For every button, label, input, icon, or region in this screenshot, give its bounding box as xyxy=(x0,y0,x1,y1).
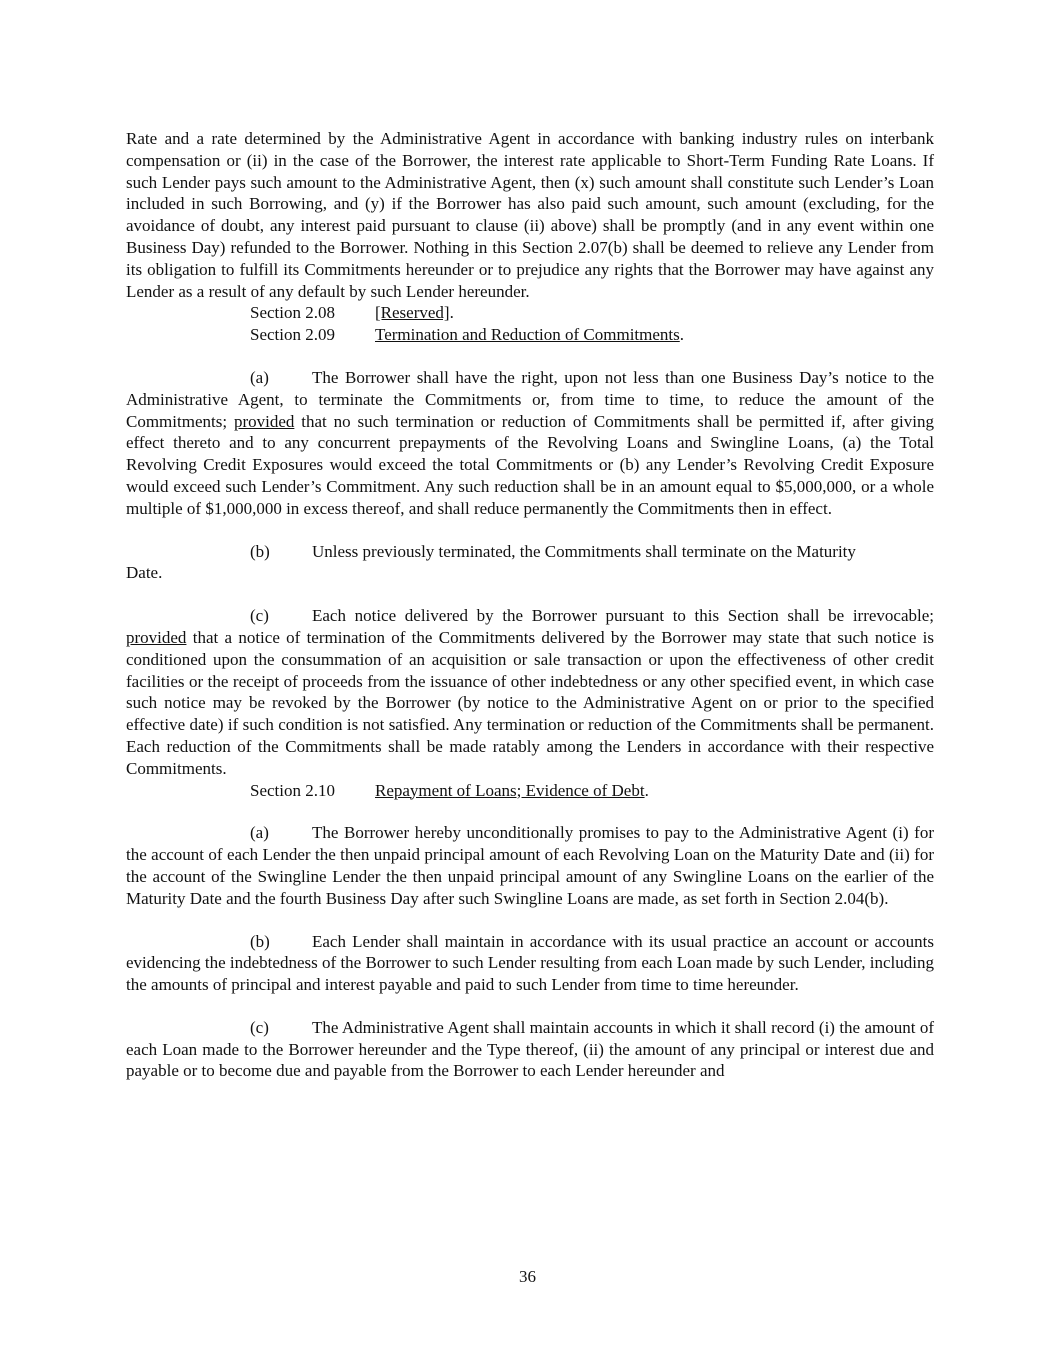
section-number: Section 2.10 xyxy=(250,780,335,800)
clause-2-10-b: (b) Each Lender shall maintain in accordance with its usual practice an account or accounts evidencing the indebtedness of the Borrower to such Lender resulting from each Loan made by such Lender, including the amounts of principal and interest payable and paid to such Lender from time to time hereunder. xyxy=(126,931,934,995)
provided-term: provided xyxy=(126,627,187,647)
clause-2-10-a: (a) The Borrower hereby unconditionally promises to pay to the Administrative Agent (i) for the account of each Lender the then unpaid principal amount of each Revolving Loan on the Maturity Date and (ii) for the account of the Swingline Lender the then unpaid principal amount of any Swingline Loans on the earlier of the Maturity Date and the fourth Business Day after such Swingline Loans are made, as set forth in Section 2.04(b). xyxy=(126,823,934,908)
clause-2-09-a: (a) The Borrower shall have the right, upon not less than one Business Day’s notice to the Administrative Agent, to terminate the Commitments or, from time to time, to reduce the amount of the Commitments; provided that no such termination or reduction of Commitments shall be permitted if, after giving effect thereto and to any concurrent prepayments of the Revolving Loans and Swingline Loans, (a) the Total Revolving Credit Exposures would exceed the total Commitments or (b) any Lender’s Revolving Credit Exposure would exceed such Lender’s Commitment. Any such reduction shall be in an amount equal to $5,000,000, or a whole multiple of $1,000,000 in excess thereof, and shall reduce permanently the Commitments then in effect. xyxy=(126,367,934,518)
section-2-08-heading: Section 2.08 [Reserved]. xyxy=(250,303,454,323)
clause-label: (a) xyxy=(250,367,269,387)
clause-label: (b) xyxy=(250,541,270,561)
document-body xyxy=(126,128,934,1082)
clause-2-09-c: (c) Each notice delivered by the Borrower pursuant to this Section shall be irrevocable; provided that a notice of termination of the Commitments delivered by the Borrower may state that such notice is conditioned upon the consummation of an acquisition or sale transaction or upon the effectiveness of other credit facilities or the receipt of proceeds from the issuance of other indebtedness or any other specified event, in which case such notice may be revoked by the Borrower (by notice to the Administrative Agent on or prior to the specified effective date) if such condition is not satisfied. Any termination or reduction of the Commitments shall be permanent. Each reduction of the Commitments shall be made ratably among the Lenders in accordance with their respective Commitments. xyxy=(126,606,934,778)
section-2-09-heading: Section 2.09 Termination and Reduction of Commitments. xyxy=(250,325,685,345)
clause-2-09-b: (b) Unless previously terminated, the Commitments shall terminate on the Maturity Date. xyxy=(126,541,856,583)
section-title: Termination and Reduction of Commitments xyxy=(375,325,680,345)
clause-label: (c) xyxy=(250,1017,269,1037)
clause-label: (c) xyxy=(250,606,269,626)
section-title: Repayment of Loans; Evidence of Debt xyxy=(375,780,645,800)
page-number: 36 xyxy=(519,1267,536,1286)
section-title: [Reserved] xyxy=(375,303,450,323)
section-number: Section 2.09 xyxy=(250,325,335,345)
clause-label: (b) xyxy=(250,931,270,951)
clause-label: (a) xyxy=(250,823,269,843)
continuation-paragraph: Rate and a rate determined by the Administrative Agent in accordance with banking industry rules on interbank compensation or (ii) in the case of the Borrower, the interest rate applicable to Short-Term Funding Rate Loans. If such Lender pays such amount to the Administrative Agent, then (x) such amount shall constitute such Lender’s Loan included in such Borrowing, and (y) if the Borrower has also paid such amount, such amount (excluding, for the avoidance of doubt, any interest paid pursuant to clause (ii) above) shall be promptly (and in any event within one Business Day) refunded to the Borrower. Nothing in this Section 2.07(b) shall be deemed to relieve any Lender from its obligation to fulfill its Commitments hereunder or to prejudice any rights that the Borrower may have against any Lender as a result of any default by such Lender hereunder. xyxy=(126,129,934,301)
provided-term: provided xyxy=(233,411,295,431)
clause-2-10-c: (c) The Administrative Agent shall maintain accounts in which it shall record (i) the amount of each Loan made to the Borrower hereunder and the Type thereof, (ii) the amount of any principal or interest due and payable or to become due and payable from the Borrower to each Lender hereunder and xyxy=(126,1017,934,1081)
section-number: Section 2.08 xyxy=(250,303,335,323)
section-2-10-heading: Section 2.10 Repayment of Loans; Evidence of Debt. xyxy=(250,780,649,800)
